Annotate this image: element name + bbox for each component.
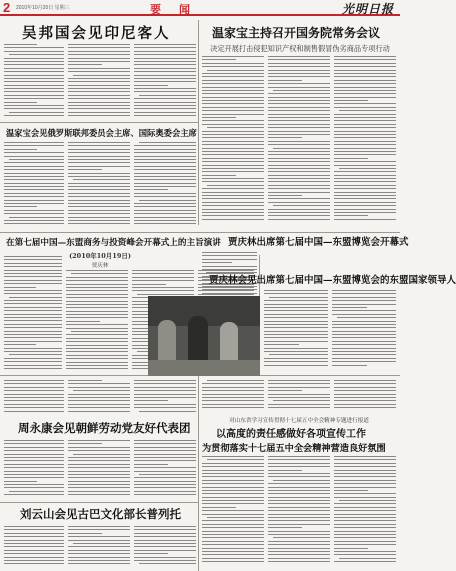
date-line: 2010年10月20日 星期三 (16, 5, 70, 11)
article-body-zhou (4, 440, 64, 500)
article-body-jia-asean (264, 290, 328, 372)
section-title: 要闻 (150, 3, 208, 16)
newspaper-logo: 光明日报 (341, 2, 394, 16)
page-number: 2 (3, 0, 11, 15)
article-body-liu (68, 526, 130, 570)
article-body-zhou (134, 440, 196, 500)
headline-wen-meets-russia: 温家宝会见俄罗斯联邦委员会主席、国际奥委会主席 (6, 128, 197, 138)
headline-shandong-line2: 为贯彻落实十七届五中全会精神营造良好氛围 (202, 443, 386, 454)
article-body-wu (134, 44, 196, 120)
photo-figure (148, 360, 260, 376)
article-body-wen (268, 56, 330, 226)
subheadline-wen-state-council: 决定开展打击侵犯知识产权和制售假冒伪劣商品专项行动 (210, 44, 390, 53)
article-body-zhou (4, 380, 64, 416)
column-divider (198, 376, 199, 571)
article-body-shandong (268, 380, 330, 414)
article-body-liu (134, 526, 196, 570)
section-divider (0, 502, 198, 503)
article-body-wen-russia (68, 142, 130, 228)
shandong-kicker: 对山东省学习宣传贯彻十七届五中全会精神专题进行报道 (229, 418, 369, 424)
page-header (0, 0, 400, 16)
article-body-wen-russia (134, 142, 196, 228)
section-divider (0, 122, 198, 123)
column-divider (198, 20, 199, 225)
article-body-shandong (202, 380, 264, 414)
headline-jia-opening: 贾庆林出席第七届中国—东盟博览会开幕式 (228, 237, 409, 248)
speech-author: 贾庆林 (91, 263, 109, 269)
article-body-wu (4, 44, 64, 120)
headline-wen-state-council: 温家宝主持召开国务院常务会议 (212, 26, 381, 40)
article-body-shandong (334, 380, 396, 414)
article-body-wen (202, 56, 264, 226)
speech-dateline: (2010年10月19日) (69, 252, 131, 260)
article-body-liu (4, 526, 64, 570)
headline-shandong-line1: 以高度的责任感做好各项宣传工作 (216, 429, 366, 440)
headline-zhou-yongkang: 周永康会见朝鲜劳动党友好代表团 (18, 421, 191, 435)
article-body-zhou (68, 380, 130, 416)
headline-keynote-speech: 在第七届中国—东盟商务与投资峰会开幕式上的主旨演讲 (6, 238, 221, 248)
article-body-zhou (68, 440, 130, 500)
article-body-jia-asean (332, 290, 396, 372)
speech-body (4, 256, 62, 372)
speech-body (66, 270, 128, 372)
photo-figure (188, 316, 208, 366)
article-body-shandong (202, 456, 264, 569)
section-divider (0, 232, 400, 233)
photo-figure (158, 320, 176, 362)
article-body-wu (68, 44, 130, 120)
article-body-wen (334, 56, 396, 226)
headline-wu-bangguo: 吴邦国会见印尼客人 (22, 25, 171, 42)
article-body-zhou (134, 380, 196, 416)
headline-jia-asean: 贾庆林会见出席第七届中国—东盟博览会的东盟国家领导人 (209, 275, 456, 286)
article-body-wen-russia (4, 142, 64, 228)
article-body-shandong (268, 456, 330, 569)
headline-liu-yunshan: 刘云山会见古巴文化部长普列托 (20, 507, 181, 521)
article-body-shandong (334, 456, 396, 569)
news-photo (148, 296, 260, 376)
